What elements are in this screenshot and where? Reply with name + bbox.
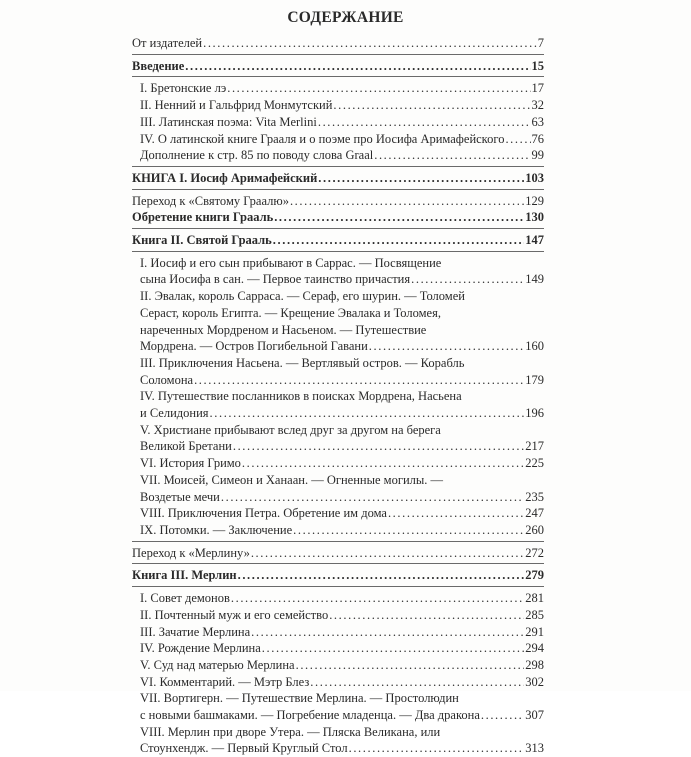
- section-divider: [132, 251, 544, 252]
- toc-entry-title: IV. О латинской книге Грааля и о поэме про Иосифа Аримафейского: [140, 131, 505, 146]
- toc-entry: [132, 58, 544, 75]
- page-number: 217: [525, 439, 544, 454]
- toc-entry: [132, 455, 544, 472]
- toc-entry-title: III. Латинская поэма: Vita Merlini: [140, 114, 317, 129]
- dot-leader: [262, 640, 524, 657]
- toc-row: [140, 505, 544, 522]
- toc-entry-title: IV. Рождение Мерлина: [140, 641, 261, 656]
- toc-entry: [132, 724, 544, 757]
- dot-leader: [194, 372, 524, 389]
- toc-entry-line: IV. Путешествие посланников в поисках Мордрена, Насьена: [140, 389, 462, 404]
- page-number: 15: [531, 58, 544, 73]
- section-divider: [132, 586, 544, 587]
- dot-leader: [251, 624, 524, 641]
- toc-entry-title: Книга II. Святой Грааль: [132, 233, 272, 248]
- toc-row: [140, 372, 544, 389]
- toc-row: [140, 607, 544, 624]
- toc-entry-title: Обретение книги Грааль: [132, 210, 274, 225]
- toc-entry: [132, 567, 544, 584]
- section-divider: [132, 228, 544, 229]
- dot-leader: [296, 657, 525, 674]
- toc-entry: [132, 590, 544, 607]
- section-divider: [132, 563, 544, 564]
- toc-row: [140, 338, 544, 355]
- toc-entry-title: VI. Комментарий. — Мэтр Блез: [140, 674, 310, 689]
- page-number: 247: [525, 506, 544, 521]
- section-divider: [132, 76, 544, 77]
- toc-entry-line: VIII. Мерлин при дворе Утера. — Пляска Великана, или: [140, 724, 441, 739]
- dot-leader: [411, 271, 524, 288]
- page-number: 160: [525, 339, 544, 354]
- toc-entry: [132, 505, 544, 522]
- page-title: СОДЕРЖАНИЕ: [287, 9, 404, 26]
- dot-leader: [374, 147, 530, 164]
- toc-entry: [132, 607, 544, 624]
- toc-entry-title: VIII. Приключения Петра. Обретение им дома: [140, 506, 387, 521]
- dot-leader: [505, 131, 530, 148]
- dot-leader: [318, 170, 524, 187]
- section-divider: [132, 166, 544, 167]
- toc-entry-title: сына Иосифа в сан. — Первое таинство причастия: [140, 272, 411, 287]
- toc-row: [132, 193, 544, 210]
- toc-entry-title: Соломона: [140, 372, 194, 387]
- toc-entry: [132, 114, 544, 131]
- dot-leader: [273, 232, 524, 249]
- section-divider: [132, 189, 544, 190]
- page-number: 63: [531, 114, 544, 129]
- toc-entry: [132, 355, 544, 388]
- toc-entry-title: I. Совет демонов: [140, 591, 230, 606]
- dot-leader: [293, 522, 524, 539]
- page-number: 147: [525, 233, 544, 248]
- page-number: 32: [531, 98, 544, 113]
- toc-row: [140, 405, 544, 422]
- toc-entry-title: От издателей: [132, 36, 203, 50]
- toc-entry: [132, 232, 544, 249]
- toc-entry: [132, 388, 544, 421]
- toc-entry-title: I. Бретонские лэ: [140, 81, 227, 96]
- page-number: 235: [525, 489, 544, 504]
- toc-entry: [132, 97, 544, 114]
- dot-leader: [388, 505, 524, 522]
- dot-leader: [238, 567, 525, 584]
- dot-leader: [310, 674, 524, 691]
- dot-leader: [185, 58, 530, 75]
- dot-leader: [290, 193, 524, 210]
- toc-entry: [132, 640, 544, 657]
- page-number: 298: [525, 657, 544, 672]
- toc-entry-title: с новыми башмаками. — Погребение младенца. — Два дракона: [140, 708, 480, 723]
- page-number: 281: [525, 591, 544, 606]
- dot-leader: [203, 35, 537, 52]
- toc-entry-title: Переход к «Мерлину»: [132, 545, 250, 560]
- toc-entry-line: VII. Вортигерн. — Путешествие Мерлина. — Простолюдин: [140, 691, 459, 706]
- toc-entry-line: V. Христиане прибывают вслед друг за другом на берега: [140, 422, 441, 437]
- page-number: 294: [525, 641, 544, 656]
- toc-row: [140, 489, 544, 506]
- page-number: 279: [525, 568, 544, 583]
- dot-leader: [227, 80, 530, 97]
- dot-leader: [221, 489, 524, 506]
- page-number: 307: [525, 708, 544, 723]
- toc-row: [140, 438, 544, 455]
- toc-entry-title: Стоунхендж. — Первый Круглый Стол: [140, 741, 348, 756]
- toc-entry-title: КНИГА I. Иосиф Аримафейский: [132, 170, 318, 185]
- toc-entry-title: III. Зачатие Мерлина: [140, 624, 251, 639]
- toc-row: [140, 624, 544, 641]
- toc-entry: [132, 674, 544, 691]
- toc-entry: [132, 522, 544, 539]
- dot-leader: [318, 114, 531, 131]
- toc-row: [140, 131, 544, 148]
- toc-entry-title: и Селидония: [140, 406, 209, 421]
- toc-entry: [132, 690, 544, 723]
- toc-row: [140, 740, 544, 757]
- toc-entry-title: V. Суд над матерью Мерлина: [140, 657, 295, 672]
- dot-leader: [233, 438, 524, 455]
- toc-entry-title: II. Почтенный муж и его семейство: [140, 607, 329, 622]
- toc-entry: [132, 657, 544, 674]
- toc-entry: [132, 288, 544, 355]
- toc-entry-title: IX. Потомки. — Заключение: [140, 522, 293, 537]
- toc-entry: [132, 422, 544, 455]
- page-number: 17: [531, 81, 544, 96]
- toc-entry: [132, 131, 544, 148]
- dot-leader: [481, 707, 524, 724]
- toc-row: [140, 147, 544, 164]
- toc-entry-line: III. Приключения Насьена. — Вертлявый остров. — Корабль: [140, 355, 465, 370]
- page-number: 129: [525, 193, 544, 208]
- dot-leader: [231, 590, 524, 607]
- toc-row: [132, 58, 544, 75]
- dot-leader: [274, 209, 524, 226]
- toc-entry: [132, 209, 544, 226]
- toc-entry: [132, 545, 544, 562]
- toc-row: [140, 271, 544, 288]
- toc-entry-title: Мордрена. — Остров Погибельной Гавани: [140, 339, 368, 354]
- toc-row: [140, 674, 544, 691]
- toc-row: [132, 209, 544, 226]
- toc-entry: [132, 255, 544, 288]
- toc-entry-title: Переход к «Святому Граалю»: [132, 193, 289, 208]
- toc-row: [140, 455, 544, 472]
- toc-entry-title: Книга III. Мерлин: [132, 568, 237, 583]
- page-number: 285: [525, 607, 544, 622]
- page-number: 76: [531, 131, 544, 146]
- toc-entry-line: I. Иосиф и его сын прибывают в Саррас. — Посвящение: [140, 255, 442, 270]
- toc-entry: [132, 170, 544, 187]
- dot-leader: [329, 607, 524, 624]
- page-number: 130: [525, 210, 544, 225]
- toc-entry-line: VII. Моисей, Симеон и Ханаан. — Огненные могилы. —: [140, 472, 444, 487]
- dot-leader: [333, 97, 530, 114]
- page-number: 196: [525, 406, 544, 421]
- toc-row: [132, 545, 544, 562]
- toc-entry-title: II. Ненний и Гальфрид Монмутский: [140, 98, 333, 113]
- page-number: 179: [525, 372, 544, 387]
- toc-row: [140, 640, 544, 657]
- toc-entry: [132, 35, 544, 52]
- page-number: 313: [525, 741, 544, 756]
- toc-row: [140, 80, 544, 97]
- toc-row: [132, 567, 544, 584]
- toc-row: [140, 590, 544, 607]
- dot-leader: [349, 740, 525, 757]
- page-number: 260: [525, 522, 544, 537]
- toc-row: [140, 97, 544, 114]
- table-of-contents: [132, 35, 544, 757]
- section-divider: [132, 541, 544, 542]
- toc-entry: [132, 80, 544, 97]
- toc-entry-title: Воздетые мечи: [140, 489, 220, 504]
- page-number: 149: [525, 272, 544, 287]
- toc-entry-line: Сераст, король Египта. — Крещение Эвалака и Толомея,: [140, 305, 441, 320]
- page-number: 225: [525, 456, 544, 471]
- toc-entry: [132, 193, 544, 210]
- toc-entry: [132, 472, 544, 505]
- page-number: 103: [525, 170, 544, 185]
- page-number: 7: [537, 36, 544, 50]
- toc-row: [140, 114, 544, 131]
- toc-entry-title: Великой Бретани: [140, 439, 232, 454]
- toc-row: [140, 522, 544, 539]
- toc-row: [140, 657, 544, 674]
- dot-leader: [369, 338, 524, 355]
- dot-leader: [242, 455, 524, 472]
- toc-entry-line: II. Эвалак, король Сарраса. — Сераф, его шурин. — Толомей: [140, 289, 465, 304]
- toc-entry-title: Дополнение к стр. 85 по поводу слова Graal: [140, 148, 374, 163]
- toc-row: [140, 707, 544, 724]
- page-number: 99: [531, 148, 544, 163]
- toc-row: [132, 232, 544, 249]
- section-divider: [132, 54, 544, 55]
- dot-leader: [210, 405, 525, 422]
- page-number: 291: [525, 624, 544, 639]
- toc-entry-line: нареченных Мордреном и Насьеном. — Путешествие: [140, 322, 427, 337]
- dot-leader: [251, 545, 524, 562]
- toc-entry: [132, 147, 544, 164]
- page-number: 272: [525, 545, 544, 560]
- toc-entry-title: Введение: [132, 58, 185, 73]
- toc-row: [132, 35, 544, 52]
- toc-entry-title: VI. История Гримо: [140, 456, 241, 471]
- toc-entry: [132, 624, 544, 641]
- page-number: 302: [525, 674, 544, 689]
- toc-row: [132, 170, 544, 187]
